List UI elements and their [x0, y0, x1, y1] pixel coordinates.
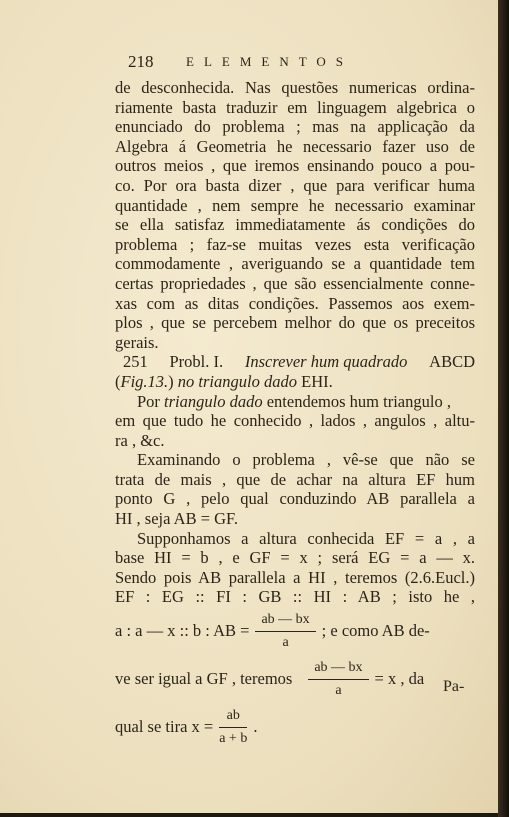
paragraph-derivation	[115, 529, 475, 751]
paragraph-definition	[115, 392, 475, 451]
square-letters: ABCD	[429, 352, 475, 372]
fraction: $\frac{ab — bx}{a}$	[255, 610, 315, 652]
text-line: EF : EG :: FI : GB :: HI : AB ; isto he ,	[115, 587, 475, 607]
text-line: HI , seja AB = GF.	[115, 509, 239, 529]
running-header	[128, 52, 378, 74]
page-text	[115, 78, 475, 751]
fraction: $\frac{ab}{a + b}$	[219, 707, 248, 746]
text-line: commodamente , averiguando se a quantidade tem	[115, 254, 475, 274]
text-line: de desconhecida. Nas questões numericas ordina-	[115, 78, 475, 97]
text-line: trata de mais , que de achar na altura EF hum	[115, 469, 475, 489]
problem-line-1	[115, 352, 475, 372]
text-line: enunciado do problema ; mas na applicação da	[115, 117, 475, 137]
section-number: 251	[123, 352, 148, 372]
text-line: ponto G , pelo qual conduzindo AB parallela a	[115, 489, 475, 509]
triangle-letters: EHI.	[301, 371, 333, 391]
problem-label: Probl. I.	[169, 352, 224, 372]
equation-solution: qual se tira x = $\frac{ab}{a + b}$ .	[115, 703, 475, 751]
equation-equality: ve ser igual a GF , teremos $\frac{ab — bx}{a}$ = x , da	[115, 655, 475, 703]
text-line: problema ; faz-se muitas vezes esta verificação	[115, 234, 475, 254]
paragraph-analysis	[115, 450, 475, 528]
text-line: Sendo pois AB parallela a HI , teremos (2.6.Eucl.)	[115, 567, 475, 587]
text-line: xas com as ditas condições. Passemos aos exem-	[115, 293, 475, 313]
text-line: Algebra á Geometria he necessario fazer uso de	[115, 136, 475, 156]
problem-statement: Inscrever hum quadrado	[244, 352, 408, 372]
text-line: riamente basta traduzir em linguagem algebrica o	[115, 97, 475, 117]
text-line: Supponhamos a altura conhecida EF = a , a	[137, 528, 475, 548]
text-line: Examinando o problema , vê-se que não se	[137, 450, 475, 470]
paragraph-intro	[115, 78, 475, 352]
text-line: gerais.	[115, 332, 159, 352]
problem-line-2: (Fig.13.) no triangulo dado EHI.	[115, 371, 333, 391]
text-line: ra , &c.	[115, 430, 165, 450]
equation-proportion: a : a — x :: b : AB = $\frac{ab — bx}{a}$ ; e como AB de-	[115, 607, 475, 655]
text-line: certas propriedades , que são essencialmente conne-	[115, 273, 475, 293]
text-line: co. Por ora basta dizer , que para verificar huma	[115, 175, 475, 195]
problem-heading	[115, 352, 475, 391]
page-number: 218	[128, 52, 154, 71]
running-title: ELEMENTOS	[186, 54, 354, 69]
problem-statement-2: no triangulo dado	[177, 371, 297, 391]
text-line: plos , que se percebem melhor do que os preceitos	[115, 313, 475, 333]
text-line: quantidade , nem sempre he necessario examinar	[115, 195, 475, 215]
figure-reference: Fig.13.	[120, 371, 169, 391]
catchword: Pa-	[443, 678, 465, 695]
fraction: $\frac{ab — bx}{a}$	[308, 658, 368, 700]
text-line: outros meios , que iremos ensinando pouco a pou-	[115, 156, 475, 176]
text-line: em que tudo he conhecido , lados , angulos , altu-	[115, 411, 475, 431]
text-line: se ella satisfaz immediatamente ás condições do	[115, 215, 475, 235]
text-line: base HI = b , e GF = x ; será EG = a — x.	[115, 548, 475, 568]
text-line: Por triangulo dado entendemos hum triangulo ,	[137, 391, 451, 411]
book-spine	[498, 0, 509, 817]
